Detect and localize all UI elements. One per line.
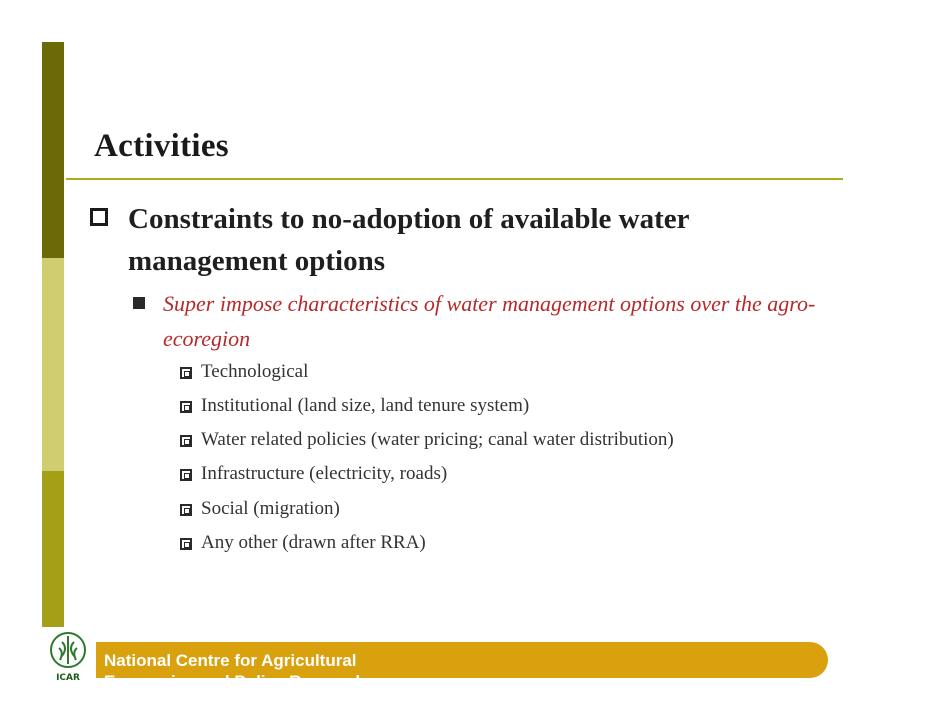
footer-organization-name — [104, 650, 366, 692]
footer-line1: National Centre for Agricultural — [104, 651, 357, 670]
square-bullet-icon — [180, 504, 192, 516]
list-item: Social (migration) — [201, 498, 340, 519]
list-item: Any other (drawn after RRA) — [201, 532, 426, 553]
icar-logo — [42, 628, 94, 684]
square-bullet-icon — [180, 435, 192, 447]
list-item: Technological — [201, 361, 309, 382]
footer-line2: Economics and Policy Research — [104, 672, 366, 691]
square-bullet-icon — [180, 401, 192, 413]
list-item: Institutional (land size, land tenure system) — [201, 395, 530, 416]
slide-title: Activities — [94, 128, 229, 164]
filled-square-bullet-icon — [133, 297, 145, 309]
square-bullet-icon — [180, 367, 192, 379]
footer-banner — [96, 642, 828, 691]
icar-logo-icon — [42, 628, 94, 684]
square-bullet-icon — [180, 538, 192, 550]
left-accent-bar-dark — [42, 42, 64, 258]
left-accent-bar-mid — [42, 471, 64, 627]
list-item: Infrastructure (electricity, roads) — [201, 463, 448, 484]
bullet-level1: Constraints to no-adoption of available water management options — [128, 203, 689, 277]
bullet-level2: Super impose characteristics of water management options over the agro-ecoregion — [163, 291, 816, 351]
left-accent-bar-light — [42, 258, 64, 471]
svg-text:ICAR: ICAR — [56, 673, 80, 683]
list-item: Water related policies (water pricing; canal water distribution) — [201, 429, 674, 450]
square-bullet-icon — [180, 469, 192, 481]
title-underline — [66, 178, 843, 180]
square-bullet-icon — [90, 208, 108, 226]
